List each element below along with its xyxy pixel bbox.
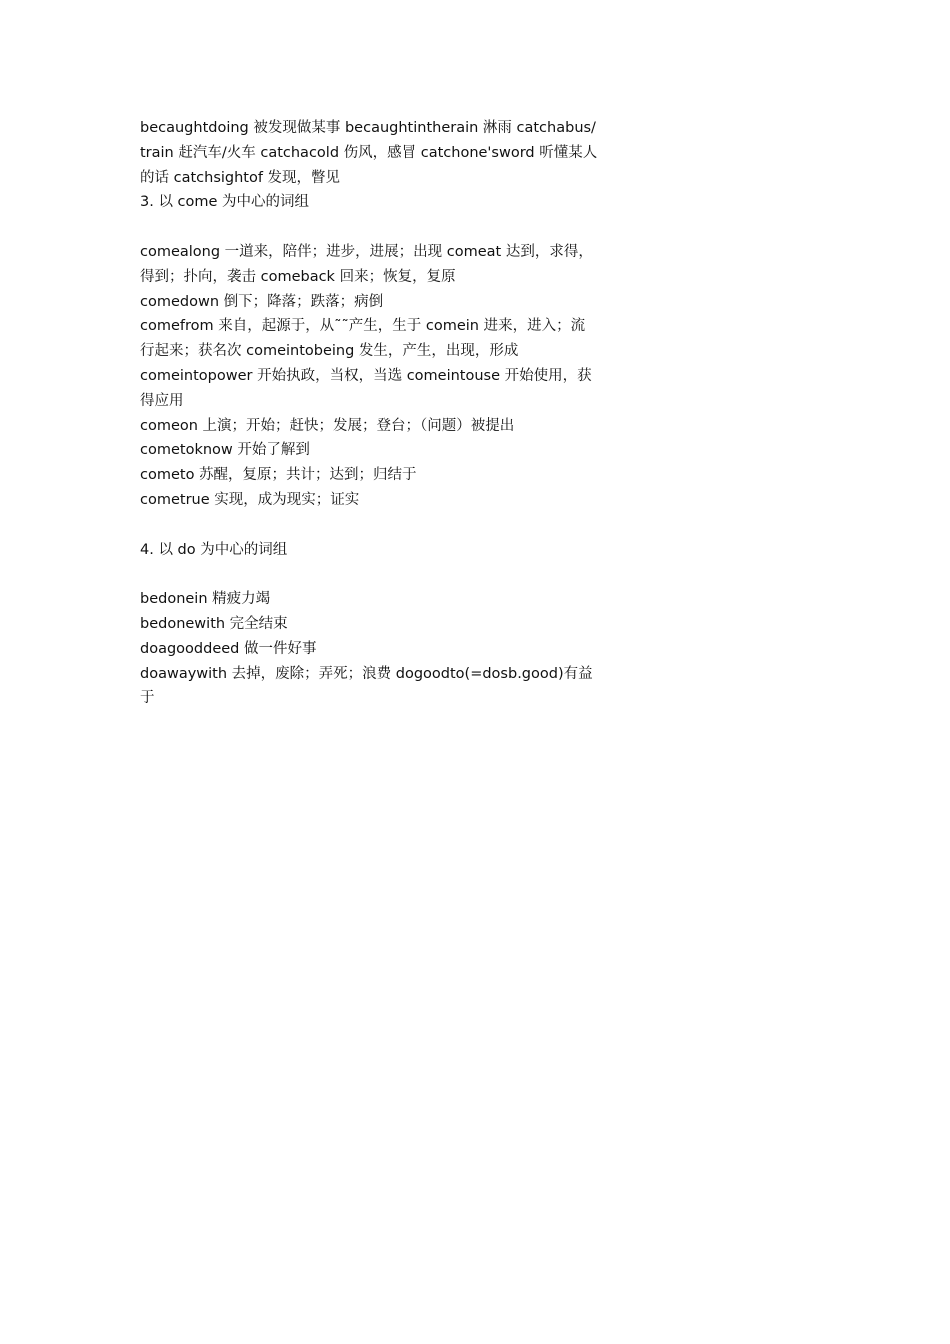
- text-line: comedown 倒下；降落；跌落；病倒: [140, 293, 384, 310]
- blank-line: [140, 215, 610, 240]
- text-line: becaughtdoing 被发现做某事 becaughtintherain 淋雨 catchabus/: [140, 120, 596, 136]
- text-line: bedonewith 完全结束: [140, 615, 288, 632]
- text-line: bedonein 精疲力竭: [140, 591, 271, 608]
- text-line: 得应用: [140, 392, 184, 409]
- text-line: 行起来；获名次 comeintobeing 发生，产生，出现，形成: [140, 343, 519, 360]
- text-line: 得到；扑向，袭击 comeback 回来；恢复，复原: [140, 268, 456, 285]
- document-body: [140, 116, 610, 711]
- blank-line: [140, 562, 610, 587]
- text-line: 于: [140, 690, 155, 707]
- text-line: cometo 苏醒，复原；共计；达到；归结于: [140, 467, 417, 484]
- text-line: cometrue 实现，成为现实；证实: [140, 491, 360, 508]
- text-line: comealong 一道来，陪伴；进步，进展；出现 comeat 达到，求得，: [140, 243, 593, 260]
- text-line: comeon 上演；开始；赶快；发展；登台；（问题）被提出: [140, 417, 515, 434]
- section-heading-do: 4. 以 do 为中心的词组: [140, 541, 288, 558]
- blank-line: [140, 513, 610, 538]
- text-line: cometoknow 开始了解到: [140, 442, 310, 459]
- text-line: 的话 catchsightof 发现，瞥见: [140, 169, 341, 186]
- text-line: doagooddeed 做一件好事: [140, 640, 317, 657]
- text-line: comefrom 来自，起源于，从˜˜产生，生于 comein 进来，进入；流: [140, 318, 586, 335]
- text-line: comeintopower 开始执政，当权，当选 comeintouse 开始使用，获: [140, 367, 592, 384]
- text-line: doawaywith 去掉，废除；弄死；浪费 dogoodto(=dosb.good)有益: [140, 665, 593, 682]
- section-heading-come: 3. 以 come 为中心的词组: [140, 194, 310, 211]
- text-line: train 赶汽车/火车 catchacold 伤风，感冒 catchone'sword 听懂某人: [140, 144, 598, 161]
